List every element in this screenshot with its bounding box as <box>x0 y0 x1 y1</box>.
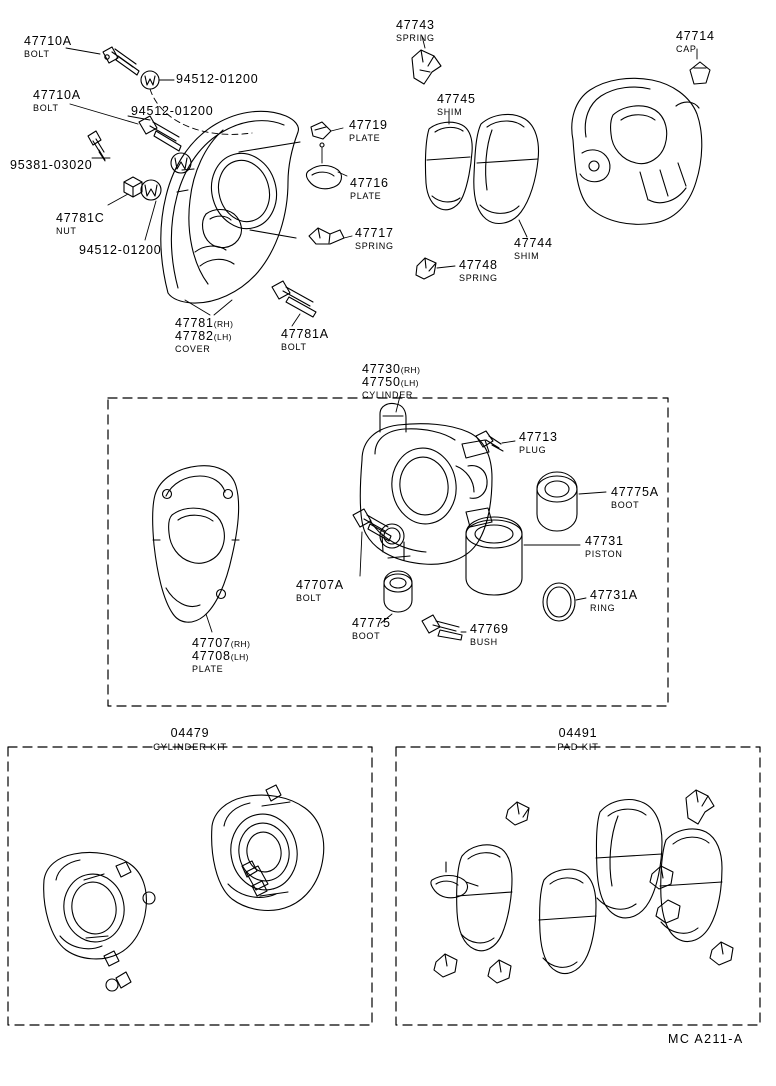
diagram-id: MC A211-A <box>668 1032 744 1046</box>
label-47731A-ring: 47731A RING <box>590 588 638 613</box>
section-title-pad-kit: 04491 PAD KIT <box>557 726 599 753</box>
label-47769-bush: 47769 BUSH <box>470 622 509 647</box>
label-94512-01200-low: 94512-01200 <box>79 243 162 257</box>
label-47781C-nut: 47781C NUT <box>56 211 105 236</box>
label-47743-spring: 47743 SPRING <box>396 18 435 43</box>
label-94512-01200-top: 94512-01200 <box>176 72 259 86</box>
label-47775A-boot: 47775A BOOT <box>611 485 659 510</box>
label-47707A-bolt: 47707A BOLT <box>296 578 344 603</box>
label-47781A-bolt: 47781A BOLT <box>281 327 329 352</box>
label-47707-47708-plate: 47707(RH) 47708(LH) PLATE <box>192 636 251 674</box>
label-47775-boot: 47775 BOOT <box>352 616 391 641</box>
label-47710A-bolt-mid: 47710A BOLT <box>33 88 81 113</box>
label-47719-plate: 47719 PLATE <box>349 118 388 143</box>
label-47731-piston: 47731 PISTON <box>585 534 624 559</box>
label-47713-plug: 47713 PLUG <box>519 430 558 455</box>
label-47717-spring: 47717 SPRING <box>355 226 394 251</box>
label-47745-shim: 47745 SHIM <box>437 92 476 117</box>
label-47781-47782-cover: 47781(RH) 47782(LH) COVER <box>175 316 234 354</box>
label-47744-shim: 47744 SHIM <box>514 236 553 261</box>
label-94512-01200-mid: 94512-01200 <box>131 104 214 118</box>
label-47716-plate: 47716 PLATE <box>350 176 389 201</box>
label-47730-47750-cylinder: 47730(RH) 47750(LH) CYLINDER <box>362 362 421 400</box>
section-title-cylinder-kit: 04479 CYLINDER KIT <box>153 726 227 753</box>
label-47714-cap: 47714 CAP <box>676 29 715 54</box>
label-95381-03020: 95381-03020 <box>10 158 93 172</box>
label-47710A-bolt-top: 47710A BOLT <box>24 34 72 59</box>
label-47748-spring: 47748 SPRING <box>459 258 498 283</box>
